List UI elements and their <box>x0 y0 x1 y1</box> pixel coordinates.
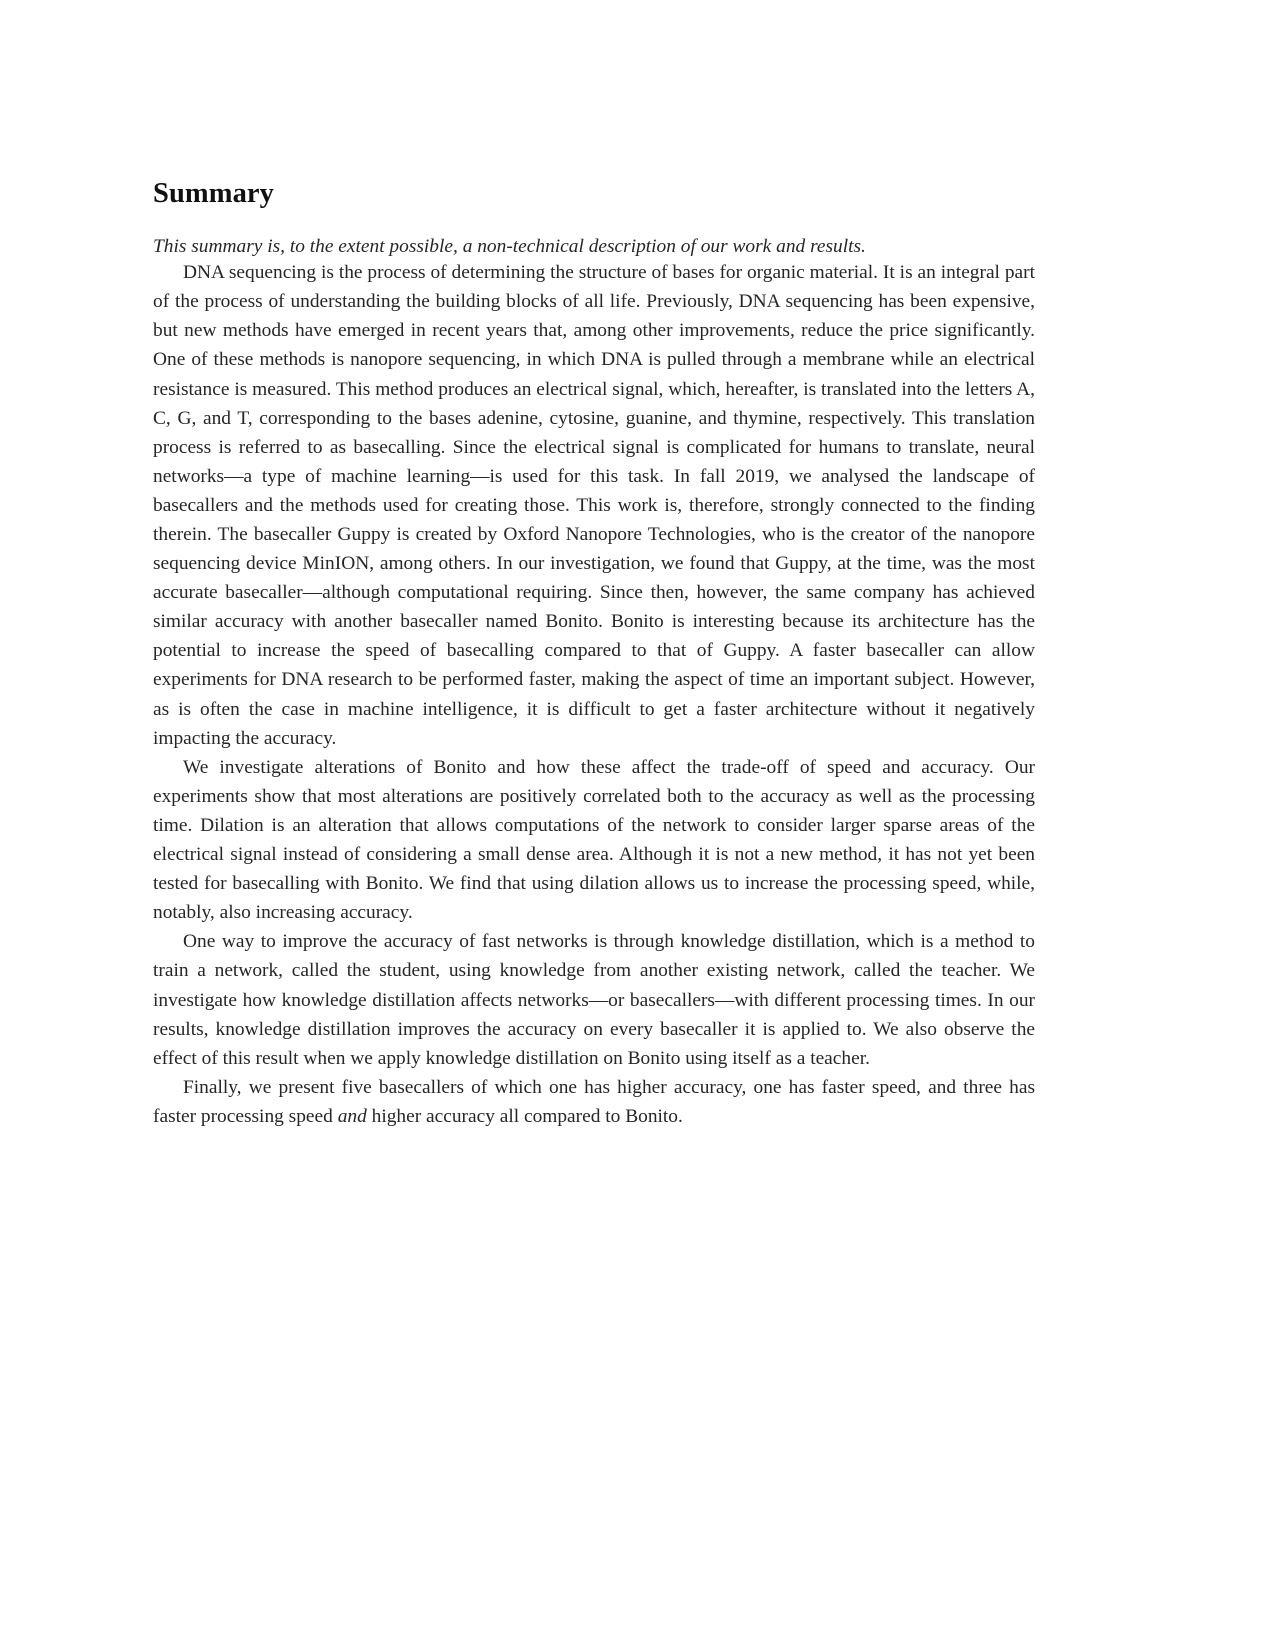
paragraph-conclusion <box>153 1073 1035 1131</box>
conclusion-text-before: Finally, we present five basecallers of which one has higher accuracy, one has faster speed, and three has faster processing speed <box>153 1076 1035 1127</box>
summary-lead-note: This summary is, to the extent possible, a non-technical description of our work and results. <box>153 235 866 257</box>
conclusion-text-after: higher accuracy all compared to Bonito. <box>366 1105 683 1127</box>
conclusion-emphasis-and: and <box>337 1105 367 1127</box>
paragraph-intro: DNA sequencing is the process of determining the structure of bases for organic material. It is an integral part of the process of understanding the building blocks of all life. Previously, DNA sequencing has been expensive, but new methods have emerged in recent years that, among other improvements, reduce the price significantly. One of these methods is nanopore sequencing, in which DNA is pulled through a membrane while an electrical resistance is measured. This method produces an electrical signal, which, hereafter, is translated into the letters A, C, G, and T, corresponding to the bases adenine, cytosine, guanine, and thymine, respectively. This translation process is referred to as basecalling. Since the electrical signal is complicated for humans to translate, neural networks—a type of machine learning—is used for this task. In fall 2019, we analysed the landscape of basecallers and the methods used for creating those. This work is, therefore, strongly connected to the finding therein. The basecaller Guppy is created by Oxford Nanopore Technologies, who is the creator of the nanopore sequencing device MinION, among others. In our investigation, we found that Guppy, at the time, was the most accurate basecaller—although computational requiring. Since then, however, the same company has achieved similar accuracy with another basecaller named Bonito. Bonito is interesting because its architecture has the potential to increase the speed of basecalling compared to that of Guppy. A faster basecaller can allow experiments for DNA research to be performed faster, making the aspect of time an important subject. However, as is often the case in machine intelligence, it is difficult to get a faster architecture without it negatively impacting the accuracy. <box>153 262 1035 749</box>
page-content <box>153 178 1035 1131</box>
page-title: Summary <box>153 178 275 209</box>
paragraph-knowledge-distillation: One way to improve the accuracy of fast networks is through knowledge distillation, which is a method to train a network, called the student, using knowledge from another existing network, called the teacher. We investigate how knowledge distillation affects networks—or basecallers—with different processing times. In our results, knowledge distillation improves the accuracy on every basecaller it is applied to. We also observe the effect of this result when we apply knowledge distillation on Bonito using itself as a teacher. <box>153 931 1035 1069</box>
paragraph-alterations: We investigate alterations of Bonito and how these affect the trade-off of speed and accuracy. Our experiments show that most alterations are positively correlated both to the accuracy as well as the processing time. Dilation is an alteration that allows computations of the network to consider larger sparse areas of the electrical signal instead of considering a small dense area. Although it is not a new method, it has not yet been tested for basecalling with Bonito. We find that using dilation allows us to increase the processing speed, while, notably, also increasing accuracy. <box>153 756 1035 924</box>
